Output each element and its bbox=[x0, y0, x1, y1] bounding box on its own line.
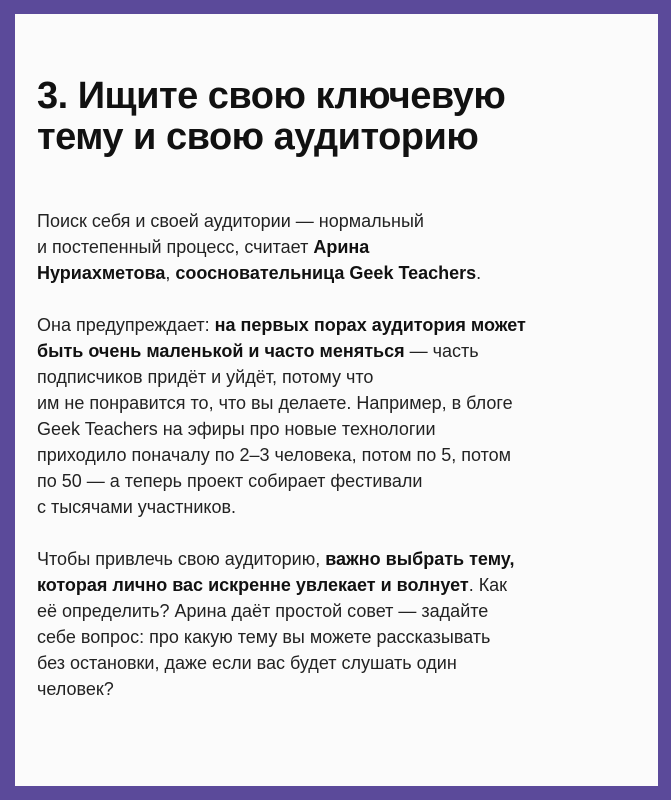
text-fragment: . Как bbox=[468, 575, 508, 595]
title-line: 3. Ищите свою ключевую bbox=[37, 75, 506, 117]
text-line: подписчиков придёт и уйдёт, потому что bbox=[37, 367, 374, 387]
paragraph-intro bbox=[37, 208, 636, 286]
text-line: без остановки, даже если вас будет слушать один bbox=[37, 653, 457, 673]
section-title bbox=[37, 76, 636, 158]
text-line: с тысячами участников. bbox=[37, 497, 237, 517]
text-line: им не понравится то, что вы делаете. Например, в блоге bbox=[37, 393, 513, 413]
bold-name: Нуриахметова bbox=[37, 263, 166, 283]
bold-emphasis: быть очень маленькой и часто меняться bbox=[37, 341, 405, 361]
paragraph-warning bbox=[37, 312, 636, 520]
text-fragment: Она предупреждает: bbox=[37, 315, 215, 335]
text-fragment: — часть bbox=[404, 341, 479, 361]
text-line: Geek Teachers на эфиры про новые технологии bbox=[37, 419, 436, 439]
bold-emphasis: важно выбрать тему, bbox=[325, 549, 515, 569]
title-line: тему и свою аудиторию bbox=[37, 116, 479, 158]
text-line: и постепенный процесс, считает bbox=[37, 237, 314, 257]
bold-emphasis: на первых порах аудитория может bbox=[214, 315, 526, 335]
text-line: приходило поначалу по 2–3 человека, потом по 5, потом bbox=[37, 445, 512, 465]
text-fragment: , bbox=[165, 263, 176, 283]
text-fragment: . bbox=[476, 263, 482, 283]
bold-role: соосновательница Geek Teachers bbox=[175, 263, 477, 283]
text-line: человек? bbox=[37, 679, 114, 699]
text-fragment: Чтобы привлечь свою аудиторию, bbox=[37, 549, 326, 569]
paragraph-advice bbox=[37, 546, 636, 702]
text-line: по 50 — а теперь проект собирает фестивали bbox=[37, 471, 423, 491]
article-card bbox=[15, 14, 658, 786]
bold-name: Арина bbox=[313, 237, 370, 257]
text-line: её определить? Арина даёт простой совет — задайте bbox=[37, 601, 489, 621]
text-line: себе вопрос: про какую тему вы можете рассказывать bbox=[37, 627, 491, 647]
bold-emphasis: которая лично вас искренне увлекает и волнует bbox=[37, 575, 469, 595]
text-line: Поиск себя и своей аудитории — нормальный bbox=[37, 211, 424, 231]
